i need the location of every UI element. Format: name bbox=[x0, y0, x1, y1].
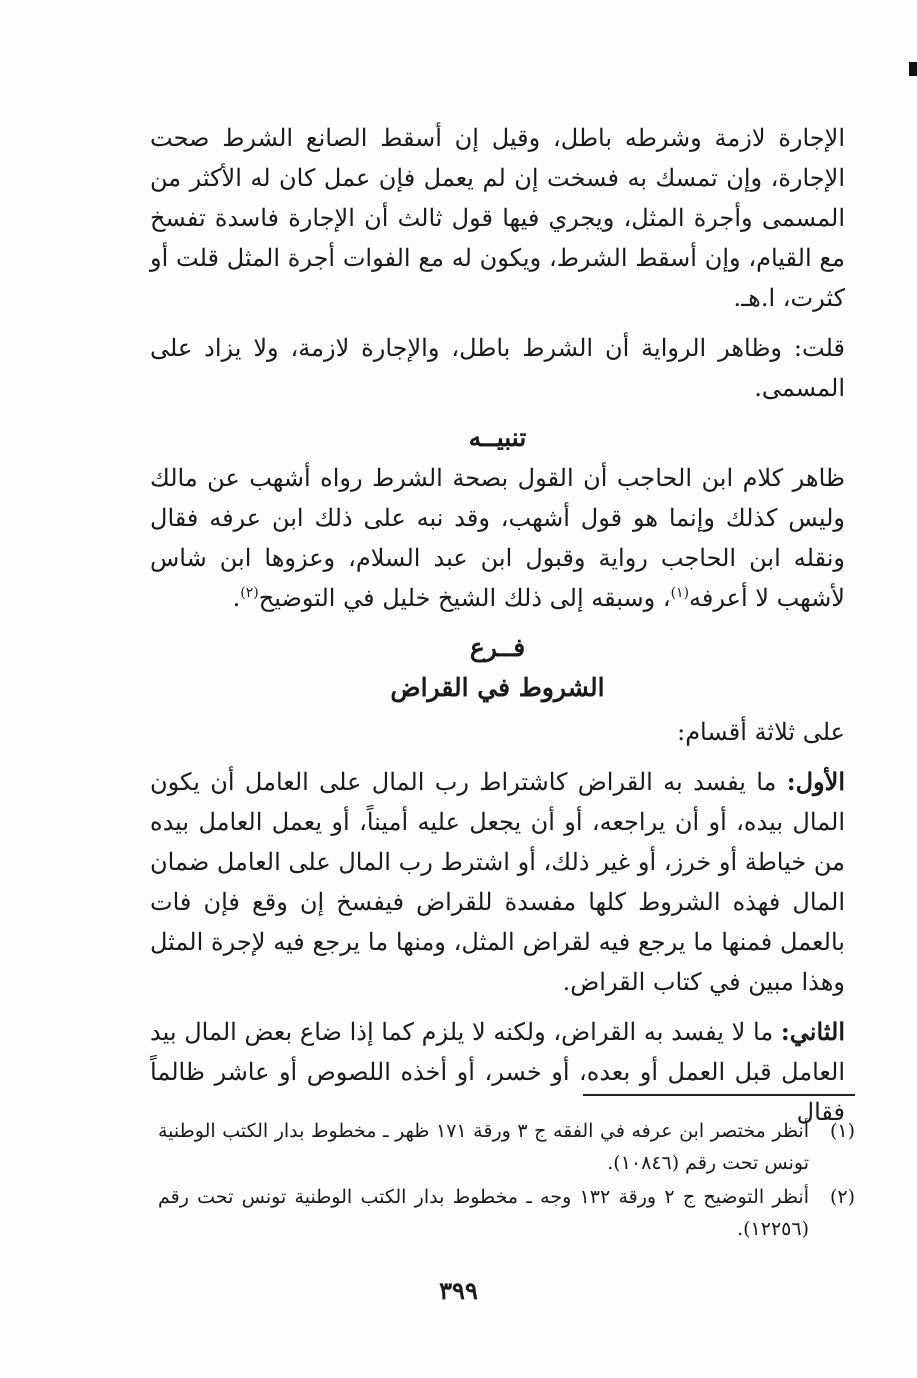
paragraph-tanbih bbox=[150, 458, 845, 618]
second-part-label: الثاني: bbox=[780, 1017, 845, 1046]
footnote-2 bbox=[158, 1181, 855, 1245]
tanbih-text-mid: ، وسبقه إلى ذلك الشيخ خليل في التوضيح bbox=[258, 584, 671, 612]
paragraph-three-parts: على ثلاثة أقسام: bbox=[677, 718, 845, 746]
footnote-number: (٢) bbox=[829, 1186, 855, 1208]
footnote-text: أنظر مختصر ابن عرفه في الفقه ج ٣ ورقة ١٧١ ظهر ـ مخطوط بدار الكتب الوطنية تونس تحت رقم (١٠٨٤٦). bbox=[158, 1120, 810, 1174]
paragraph-ijara-condition: الإجارة لازمة وشرطه باطل، وقيل إن أسقط الصانع الشرط صحت الإجارة، وإن تمسك به فسخت إن لم يعمل فإن عمل كان له الأكثر من المسمى وأجرة المثل، ويجري فيها قول ثالث أن الإجارة فاسدة تفسخ مع القيام، وإن أسقط الشرط، ويكون له مع الفوات أجرة المثل قلت أو كثرت، ا.هـ. bbox=[150, 124, 846, 312]
footnote-text: أنظر التوضيح ج ٢ ورقة ١٣٢ وجه ـ مخطوط بدار الكتب الوطنية تونس تحت رقم (١٢٢٥٦). bbox=[158, 1186, 809, 1240]
heading-far: فــرع bbox=[469, 633, 526, 662]
first-part-label: الأول: bbox=[786, 767, 845, 796]
second-part-text: ما لا يفسد به القراض، ولكنه لا يلزم كما إذا ضاع بعض المال بيد العامل قبل العمل أو بعده، أو خسر، أو أخذه اللصوص أو عاشر ظالماً فقال bbox=[150, 1018, 845, 1126]
footnote-ref-1[interactable]: (١) bbox=[670, 585, 690, 601]
paragraph-second-part bbox=[150, 1012, 845, 1132]
main-text bbox=[150, 118, 845, 1142]
first-part-text: ما يفسد به القراض كاشتراط رب المال على العامل أن يكون المال بيده، أو أن يراجعه، أو أن يجعل عليه أميناً، أو يعمل العامل بيده من خياطة أو خرز، أو غير ذلك، أو اشترط رب المال على العامل ضمان المال فهذه الشروط كلها مفسدة للقراض فيفسخ إن وقع فإن فات بالعمل فمنها ما يرجع فيه لقراض المثل، ومنها ما يرجع فيه لإجرة المثل وهذا مبين في كتاب القراض. bbox=[150, 768, 846, 996]
heading-qirad-conditions: الشروط في القراض bbox=[390, 673, 605, 702]
tanbih-text-end: . bbox=[232, 584, 241, 612]
paragraph-first-part bbox=[150, 762, 845, 1002]
heading-tanbih: تنبيــه bbox=[468, 423, 527, 452]
footnotes bbox=[158, 1115, 855, 1247]
page-number: ٣٩٩ bbox=[439, 1276, 478, 1305]
footnote-number: (١) bbox=[829, 1120, 855, 1142]
footnote-ref-2[interactable]: (٢) bbox=[240, 585, 259, 601]
paragraph-qultu: قلت: وظاهر الرواية أن الشرط باطل، والإجارة لازمة، ولا يزاد على المسمى. bbox=[150, 334, 845, 402]
scan-edge-mark bbox=[909, 62, 917, 76]
footnote-divider bbox=[583, 1094, 855, 1096]
footnote-1 bbox=[158, 1115, 855, 1179]
tanbih-text-main: ظاهر كلام ابن الحاجب أن القول بصحة الشرط رواه أشهب عن مالك وليس كذلك وإنما هو قول أشهب، وقد نبه على ذلك ابن عرفه فقال ونقله ابن الحاجب رواية وقبول ابن عبد السلام، وعزوها ابن شاس لأشهب لا أعرفه bbox=[150, 464, 845, 612]
